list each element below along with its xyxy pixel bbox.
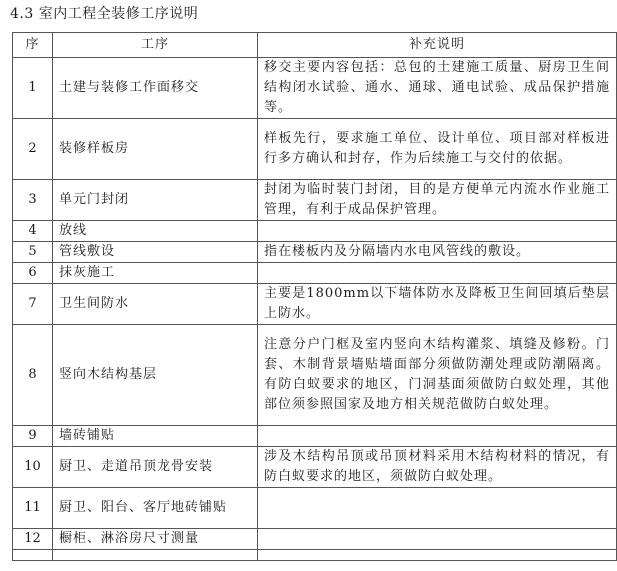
header-step: 工序 [53,33,258,58]
row-note-empty [258,550,617,561]
row-note [258,488,617,529]
table-row [13,242,617,263]
row-no: 11 [13,488,53,529]
table-row [13,263,617,284]
table-row-cut-off [13,550,617,561]
row-note [258,221,617,242]
row-no: 12 [13,529,53,550]
row-step-empty [53,550,258,561]
row-note [258,263,617,284]
row-no: 1 [13,58,53,119]
row-no: 7 [13,284,53,325]
row-no: 2 [13,119,53,180]
row-no: 10 [13,447,53,488]
row-step: 装修样板房 [53,119,258,180]
row-no: 6 [13,263,53,284]
table-header-row [13,33,617,58]
row-note: 注意分户门框及室内竖向木结构灌浆、填缝及修粉。门套、木制背景墙贴墙面部分须做防潮处理或防潮隔离。有防白蚁要求的地区，门洞基面须做防白蚁处理，其他部位须参照国家及地方相关规范做防白蚁处理。 [258,325,617,426]
row-step: 厨卫、阳台、客厅地砖铺贴 [53,488,258,529]
row-no: 4 [13,221,53,242]
table-row [13,426,617,447]
row-no: 3 [13,180,53,221]
row-note [258,529,617,550]
row-no: 8 [13,325,53,426]
row-note: 指在楼板内及分隔墙内水电风管线的敷设。 [258,242,617,263]
header-note: 补充说明 [258,33,617,58]
table-row [13,284,617,325]
row-note: 主要是1800mm以下墙体防水及降板卫生间回填后垫层上防水。 [258,284,617,325]
table-row [13,180,617,221]
row-no: 9 [13,426,53,447]
row-note: 封闭为临时装门封闭，目的是方便单元内流水作业施工管理，有利于成品保护管理。 [258,180,617,221]
row-note: 涉及木结构吊顶或吊顶材料采用木结构材料的情况，有防白蚁要求的地区，须做防白蚁处理。 [258,447,617,488]
row-no-empty [13,550,53,561]
table-row [13,58,617,119]
row-no: 5 [13,242,53,263]
table-row [13,447,617,488]
table-row [13,221,617,242]
row-note [258,426,617,447]
table-row [13,325,617,426]
table-row [13,529,617,550]
row-step: 单元门封闭 [53,180,258,221]
row-step: 土建与装修工作面移交 [53,58,258,119]
row-step: 抹灰施工 [53,263,258,284]
table-row [13,488,617,529]
row-step: 竖向木结构基层 [53,325,258,426]
table-row [13,119,617,180]
row-step: 放线 [53,221,258,242]
process-table [12,32,617,561]
section-title: 4.3 室内工程全装修工序说明 [10,6,199,22]
row-step: 厨卫、走道吊顶龙骨安装 [53,447,258,488]
row-note: 样板先行，要求施工单位、设计单位、项目部对样板进行多方确认和封存，作为后续施工与交付的依据。 [258,119,617,180]
row-note: 移交主要内容包括：总包的土建施工质量、厨房卫生间结构闭水试验、通水、通球、通电试验、成品保护措施等。 [258,58,617,119]
row-step: 橱柜、淋浴房尺寸测量 [53,529,258,550]
row-step: 卫生间防水 [53,284,258,325]
header-no: 序 [13,33,53,58]
row-step: 管线敷设 [53,242,258,263]
row-step: 墙砖铺贴 [53,426,258,447]
